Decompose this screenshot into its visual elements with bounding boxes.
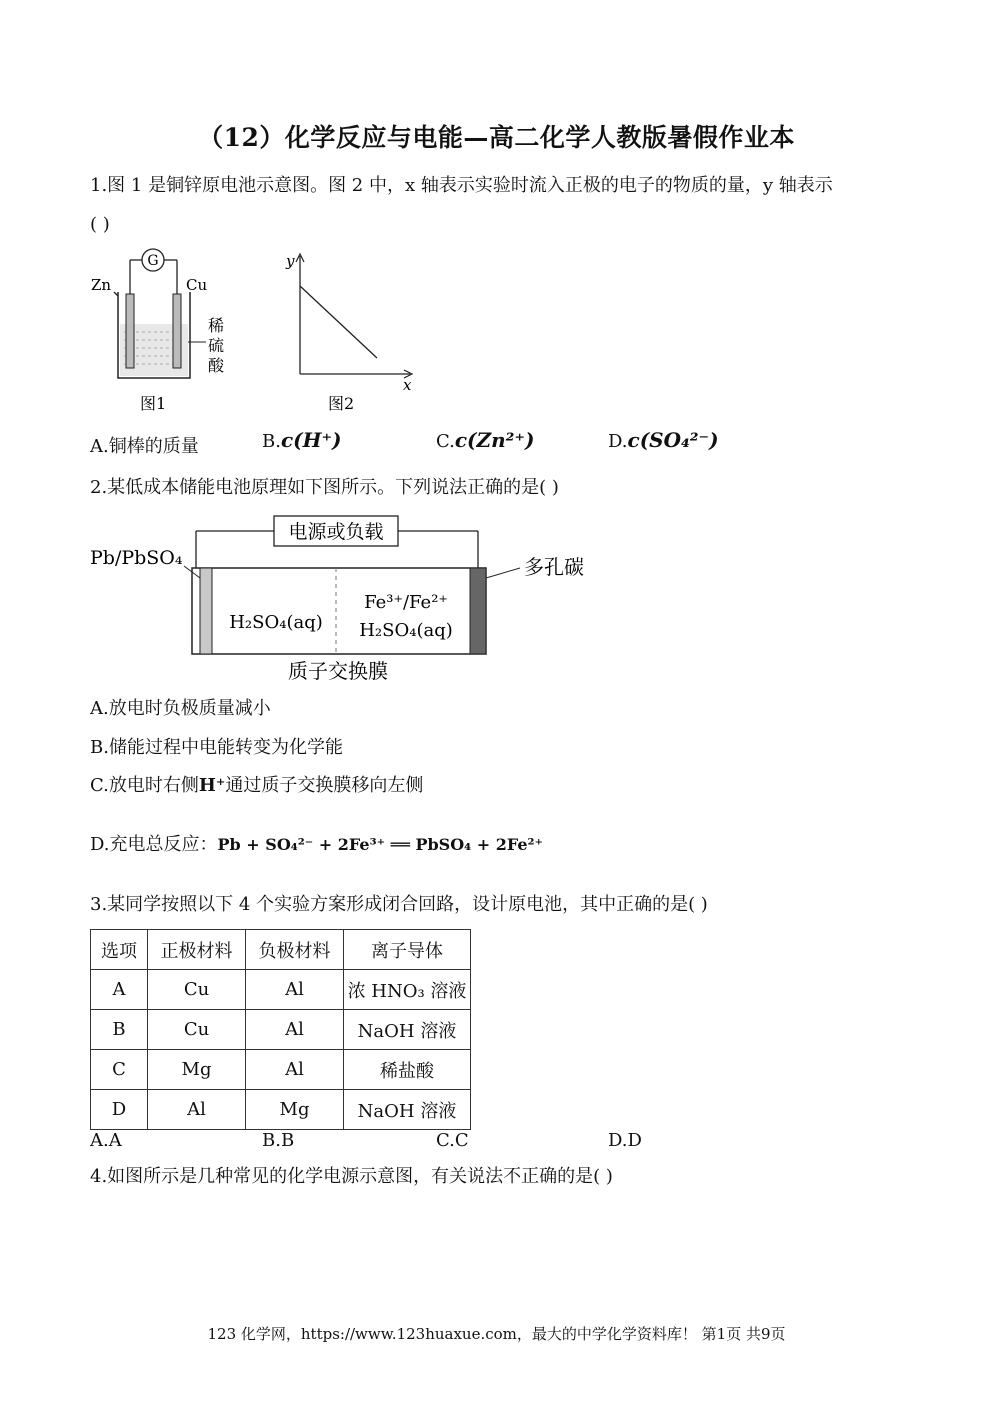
table-cell: 浓 HNO₃ 溶液 <box>344 970 471 1010</box>
table-row <box>91 1010 471 1050</box>
page-title: （12）化学反应与电能—高二化学人教版暑假作业本 <box>198 123 795 152</box>
q2-option-c <box>90 774 423 798</box>
graph-line <box>300 286 377 358</box>
q2-option-d <box>90 833 543 857</box>
q1-option-c-prefix: C. <box>436 431 455 452</box>
table-cell: NaOH 溶液 <box>344 1010 471 1050</box>
right-solution-label-2: H₂SO₄(aq) <box>359 620 453 641</box>
table-row <box>91 1050 471 1090</box>
q1-option-d <box>608 428 719 452</box>
right-solution-label-1: Fe³⁺/Fe²⁺ <box>364 592 448 613</box>
table-cell: Al <box>246 1050 344 1090</box>
table-cell: A <box>91 970 148 1010</box>
galvanometer-label: G <box>147 253 159 269</box>
table-cell: D <box>91 1090 148 1130</box>
q1-figure1 <box>88 246 238 416</box>
q1-option-b-expr: c(H⁺) <box>280 428 342 452</box>
q1-option-b-prefix: B. <box>262 431 281 452</box>
table-cell: B <box>91 1010 148 1050</box>
y-axis-label: y <box>286 252 295 270</box>
q1-option-c <box>436 428 534 452</box>
q1-option-d-prefix: D. <box>608 431 628 452</box>
table-header-cell: 正极材料 <box>148 930 246 970</box>
q3-option-c: C.C <box>436 1130 469 1151</box>
table-header-row <box>91 930 471 970</box>
acid-label-3: 酸 <box>208 356 225 375</box>
q2-option-b: B.储能过程中电能转变为化学能 <box>90 737 343 758</box>
table-row <box>91 1090 471 1130</box>
q3-option-d: D.D <box>608 1130 642 1151</box>
q1-paren: ( ) <box>90 214 110 235</box>
q2-figure <box>88 508 608 688</box>
table-cell: Cu <box>148 970 246 1010</box>
left-electrode-label: Pb/PbSO₄ <box>90 547 183 569</box>
table-cell: Mg <box>246 1090 344 1130</box>
q3-stem: 3.某同学按照以下 4 个实验方案形成闭合回路，设计原电池，其中正确的是( ) <box>90 894 708 915</box>
table-cell: Mg <box>148 1050 246 1090</box>
q2-option-d-prefix: D.充电总反应： <box>90 834 218 855</box>
cu-label: Cu <box>186 276 208 294</box>
q2-option-d-equation: Pb + SO₄²⁻ + 2Fe³⁺ ══ PbSO₄ + 2Fe²⁺ <box>217 835 543 854</box>
figure2-caption: 图2 <box>328 394 355 413</box>
left-solution-label: H₂SO₄(aq) <box>229 612 323 633</box>
q2-option-c-ion: H⁺ <box>198 775 226 796</box>
q1-option-b <box>262 428 342 452</box>
membrane-label: 质子交换膜 <box>288 659 388 683</box>
q2-option-a: A.放电时负极质量减小 <box>90 698 271 719</box>
table-cell: Al <box>148 1090 246 1130</box>
acid-label-2: 硫 <box>208 336 225 355</box>
table-cell: NaOH 溶液 <box>344 1090 471 1130</box>
figure1-caption: 图1 <box>140 394 167 413</box>
q2-stem: 2.某低成本储能电池原理如下图所示。下列说法正确的是( ) <box>90 477 559 498</box>
x-axis-label: x <box>403 376 412 394</box>
q1-option-c-expr: c(Zn²⁺) <box>454 428 535 452</box>
q3-option-b: B.B <box>262 1130 295 1151</box>
table-header-cell: 负极材料 <box>246 930 344 970</box>
zn-label: Zn <box>91 276 112 294</box>
q1-option-d-expr: c(SO₄²⁻) <box>627 428 719 452</box>
table-cell: Cu <box>148 1010 246 1050</box>
q1-option-a: A.铜棒的质量 <box>90 436 199 457</box>
q1-figure2 <box>280 246 420 416</box>
acid-label-1: 稀 <box>208 316 225 335</box>
table-cell: C <box>91 1050 148 1090</box>
table-header-cell: 选项 <box>91 930 148 970</box>
q3-table <box>90 929 471 1130</box>
power-load-label: 电源或负载 <box>288 521 384 543</box>
q4-stem: 4.如图所示是几种常见的化学电源示意图，有关说法不正确的是( ) <box>90 1166 613 1187</box>
q3-option-a: A.A <box>90 1130 122 1151</box>
table-cell: Al <box>246 970 344 1010</box>
q2-option-c-suffix: 通过质子交换膜移向左侧 <box>225 775 424 796</box>
table-cell: Al <box>246 1010 344 1050</box>
page-footer: 123 化学网，https://www.123huaxue.com，最大的中学化学资料库！ 第1页 共9页 <box>207 1325 786 1343</box>
table-cell: 稀盐酸 <box>344 1050 471 1090</box>
q1-stem: 1.图 1 是铜锌原电池示意图。图 2 中，x 轴表示实验时流入正极的电子的物质的量，y 轴表示 <box>90 175 833 196</box>
q2-option-c-prefix: C.放电时右侧 <box>90 775 199 796</box>
right-electrode-label: 多孔碳 <box>524 555 584 579</box>
table-row <box>91 970 471 1010</box>
table-header-cell: 离子导体 <box>344 930 471 970</box>
